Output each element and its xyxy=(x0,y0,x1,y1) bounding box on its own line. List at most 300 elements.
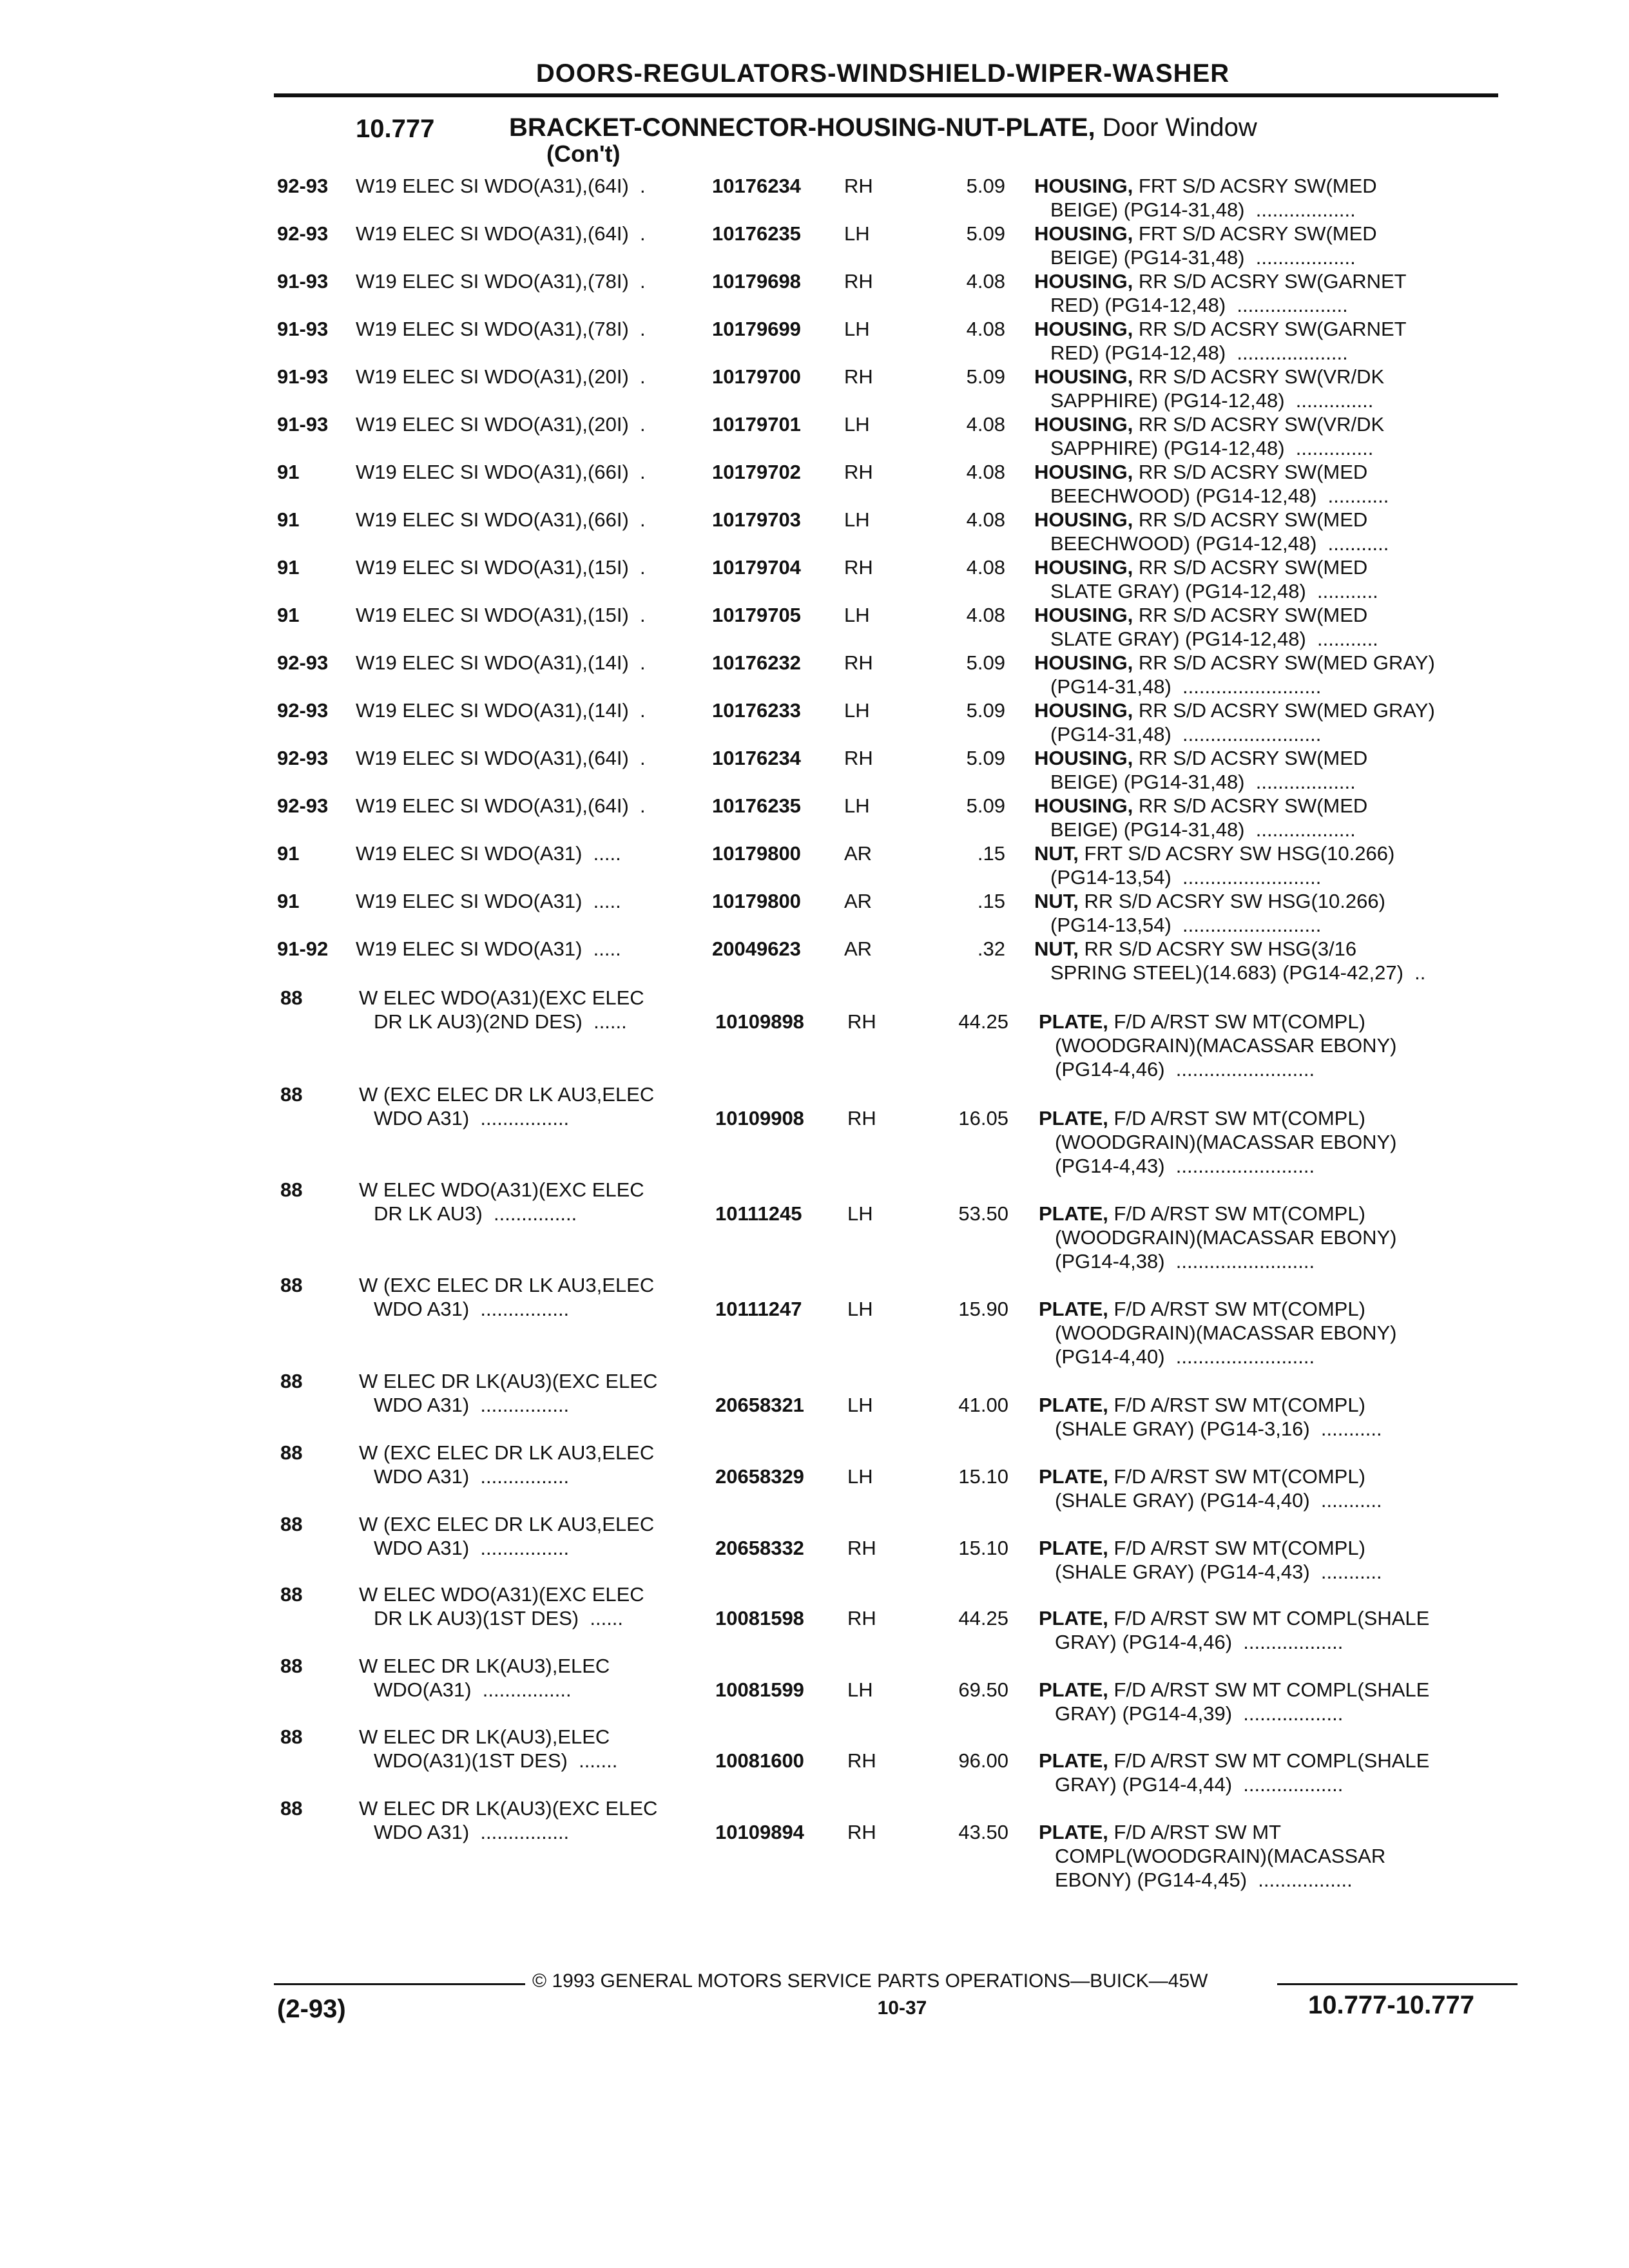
section-title xyxy=(509,113,1257,142)
description xyxy=(1039,1010,1365,1033)
description-continued: SAPPHIRE) (PG14-12,48) .............. xyxy=(1050,389,1374,412)
usage-code: W19 ELEC SI WDO(A31),(66I) . xyxy=(356,461,646,483)
usage-code: W ELEC WDO(A31)(EXC ELEC xyxy=(359,1583,644,1606)
price: 5.09 xyxy=(966,222,1005,245)
part-number: 10109894 xyxy=(715,1821,804,1843)
usage-code: W19 ELEC SI WDO(A31),(64I) . xyxy=(356,747,646,769)
description-continued: (PG14-13,54) ......................... xyxy=(1050,914,1322,936)
description-key: HOUSING, xyxy=(1034,747,1133,769)
usage-code: W19 ELEC SI WDO(A31),(14I) . xyxy=(356,699,646,722)
side-code: LH xyxy=(844,604,870,626)
table-row xyxy=(0,222,1629,269)
usage-code: W ELEC DR LK(AU3),ELEC xyxy=(359,1655,610,1677)
description-text: FRT S/D ACSRY SW(MED xyxy=(1133,222,1377,245)
description-text: F/D A/RST SW MT xyxy=(1108,1821,1282,1843)
usage-code-continued: WDO(A31) ................ xyxy=(374,1678,572,1701)
usage-code: W ELEC DR LK(AU3)(EXC ELEC xyxy=(359,1797,658,1820)
price: 5.09 xyxy=(966,175,1005,197)
price: 4.08 xyxy=(966,461,1005,483)
model-year: 91 xyxy=(277,556,300,579)
description-continued: (PG14-4,43) ......................... xyxy=(1055,1155,1315,1177)
table-row xyxy=(0,317,1629,365)
description xyxy=(1034,698,1435,722)
side-code: RH xyxy=(847,1607,876,1629)
description-continued: BEIGE) (PG14-31,48) .................. xyxy=(1050,246,1356,269)
model-year: 88 xyxy=(280,1178,303,1201)
side-code: AR xyxy=(844,937,872,960)
model-year: 91-93 xyxy=(277,318,329,340)
model-year: 92-93 xyxy=(277,651,329,674)
part-number: 10176232 xyxy=(712,651,801,674)
usage-code-continued: WDO A31) ................ xyxy=(374,1394,570,1416)
model-year: 91 xyxy=(277,890,300,912)
description-continued: (WOODGRAIN)(MACASSAR EBONY) xyxy=(1055,1131,1397,1153)
description-text: RR S/D ACSRY SW(MED GRAY) xyxy=(1133,699,1435,722)
description-text: F/D A/RST SW MT COMPL(SHALE xyxy=(1108,1607,1430,1629)
description-key: NUT, xyxy=(1034,842,1079,865)
side-code: RH xyxy=(844,175,873,197)
part-number: 20658321 xyxy=(715,1394,804,1416)
description-text: RR S/D ACSRY SW(GARNET xyxy=(1133,270,1407,293)
description xyxy=(1034,889,1385,913)
description xyxy=(1039,1606,1429,1630)
part-number: 10179698 xyxy=(712,270,801,293)
description-continued: SAPPHIRE) (PG14-12,48) .............. xyxy=(1050,437,1374,459)
description xyxy=(1039,1820,1281,1844)
usage-code: W ELEC DR LK(AU3)(EXC ELEC xyxy=(359,1370,658,1392)
usage-code: W19 ELEC SI WDO(A31),(20I) . xyxy=(356,365,646,388)
description-text: F/D A/RST SW MT(COMPL) xyxy=(1108,1202,1365,1225)
description-text: RR S/D ACSRY SW(MED GRAY) xyxy=(1133,651,1435,674)
description-continued: GRAY) (PG14-4,46) .................. xyxy=(1055,1631,1344,1653)
description-continued: GRAY) (PG14-4,44) .................. xyxy=(1055,1773,1344,1796)
description-continued: (PG14-4,46) ......................... xyxy=(1055,1058,1315,1081)
usage-code: W19 ELEC SI WDO(A31),(78I) . xyxy=(356,270,646,293)
description-continued: (WOODGRAIN)(MACASSAR EBONY) xyxy=(1055,1321,1397,1344)
description-continued: SLATE GRAY) (PG14-12,48) ........... xyxy=(1050,580,1378,602)
table-row xyxy=(0,1178,1629,1273)
usage-code: W (EXC ELEC DR LK AU3,ELEC xyxy=(359,1513,655,1535)
description xyxy=(1039,1678,1429,1702)
description xyxy=(1034,269,1407,293)
usage-code: W19 ELEC SI WDO(A31),(78I) . xyxy=(356,318,646,340)
part-number: 20658332 xyxy=(715,1537,804,1559)
model-year: 88 xyxy=(280,986,303,1009)
description-text: RR S/D ACSRY SW(GARNET xyxy=(1133,318,1407,340)
side-code: RH xyxy=(844,651,873,674)
model-year: 91-93 xyxy=(277,270,329,293)
description-key: PLATE, xyxy=(1039,1821,1108,1843)
price: 5.09 xyxy=(966,747,1005,769)
description-continued: (PG14-4,38) ......................... xyxy=(1055,1250,1315,1273)
description-continued: (PG14-31,48) ......................... xyxy=(1050,723,1322,745)
description-text: FRT S/D ACSRY SW(MED xyxy=(1133,175,1377,197)
description-continued: (PG14-31,48) ......................... xyxy=(1050,675,1322,698)
part-number: 10109898 xyxy=(715,1010,804,1033)
description-continued: (WOODGRAIN)(MACASSAR EBONY) xyxy=(1055,1226,1397,1249)
part-number: 10176233 xyxy=(712,699,801,722)
usage-code: W19 ELEC SI WDO(A31) ..... xyxy=(356,937,621,960)
section-title-sub: Door Window xyxy=(1102,113,1257,142)
part-number: 10179800 xyxy=(712,890,801,912)
table-row xyxy=(0,986,1629,1081)
price: 4.08 xyxy=(966,508,1005,531)
model-year: 91 xyxy=(277,461,300,483)
description-key: HOUSING, xyxy=(1034,318,1133,340)
description xyxy=(1034,937,1356,961)
model-year: 91 xyxy=(277,508,300,531)
side-code: LH xyxy=(847,1298,873,1320)
section-continued: (Con't) xyxy=(546,140,621,167)
part-number: 10179705 xyxy=(712,604,801,626)
description-text: F/D A/RST SW MT(COMPL) xyxy=(1108,1010,1365,1033)
description-key: NUT, xyxy=(1034,937,1079,960)
description-text: RR S/D ACSRY SW(MED xyxy=(1133,604,1368,626)
table-row xyxy=(0,698,1629,746)
part-number: 10176234 xyxy=(712,175,801,197)
description-continued: (WOODGRAIN)(MACASSAR EBONY) xyxy=(1055,1034,1397,1057)
description-key: HOUSING, xyxy=(1034,508,1133,531)
model-year: 91 xyxy=(277,842,300,865)
part-number: 10111245 xyxy=(715,1202,802,1225)
description-text: F/D A/RST SW MT(COMPL) xyxy=(1108,1465,1365,1488)
table-row xyxy=(0,269,1629,317)
description-continued: BEECHWOOD) (PG14-12,48) ........... xyxy=(1050,485,1389,507)
description-key: HOUSING, xyxy=(1034,175,1133,197)
description-continued: SPRING STEEL)(14.683) (PG14-42,27) .. xyxy=(1050,961,1426,984)
footer-section-range: 10.777-10.777 xyxy=(1308,1991,1475,2019)
table-row xyxy=(0,460,1629,508)
description-key: PLATE, xyxy=(1039,1202,1108,1225)
price: 53.50 xyxy=(958,1202,1008,1225)
price: 4.08 xyxy=(966,413,1005,436)
description-continued: EBONY) (PG14-4,45) ................. xyxy=(1055,1869,1353,1891)
side-code: RH xyxy=(844,461,873,483)
description-continued: GRAY) (PG14-4,39) .................. xyxy=(1055,1702,1344,1725)
price: 4.08 xyxy=(966,556,1005,579)
description-key: PLATE, xyxy=(1039,1298,1108,1320)
table-row xyxy=(0,555,1629,603)
description-continued: (PG14-4,40) ......................... xyxy=(1055,1345,1315,1368)
usage-code: W19 ELEC SI WDO(A31),(64I) . xyxy=(356,175,646,197)
description xyxy=(1034,508,1367,532)
description xyxy=(1039,1297,1365,1321)
usage-code-continued: DR LK AU3) ............... xyxy=(374,1202,577,1225)
description-continued: (SHALE GRAY) (PG14-3,16) ........... xyxy=(1055,1418,1382,1440)
price: 4.08 xyxy=(966,604,1005,626)
side-code: AR xyxy=(844,890,872,912)
description-continued: BEECHWOOD) (PG14-12,48) ........... xyxy=(1050,532,1389,555)
description-key: HOUSING, xyxy=(1034,461,1133,483)
description-key: PLATE, xyxy=(1039,1678,1108,1701)
description-continued: RED) (PG14-12,48) .................... xyxy=(1050,294,1348,316)
model-year: 88 xyxy=(280,1083,303,1106)
model-year: 92-93 xyxy=(277,699,329,722)
price: 96.00 xyxy=(958,1749,1008,1772)
usage-code-continued: WDO A31) ................ xyxy=(374,1465,570,1488)
price: 41.00 xyxy=(958,1394,1008,1416)
description-continued: (PG14-13,54) ......................... xyxy=(1050,866,1322,889)
description-text: F/D A/RST SW MT COMPL(SHALE xyxy=(1108,1678,1430,1701)
description-continued: (SHALE GRAY) (PG14-4,43) ........... xyxy=(1055,1561,1382,1583)
price: 69.50 xyxy=(958,1678,1008,1701)
footer-page-number: 10-37 xyxy=(877,1997,927,2019)
description xyxy=(1034,365,1384,389)
description xyxy=(1034,555,1367,579)
description-text: F/D A/RST SW MT(COMPL) xyxy=(1108,1394,1365,1416)
part-number: 10179700 xyxy=(712,365,801,388)
side-code: RH xyxy=(847,1821,876,1843)
description-continued: BEIGE) (PG14-31,48) .................. xyxy=(1050,771,1356,793)
usage-code-continued: WDO(A31)(1ST DES) ....... xyxy=(374,1749,618,1772)
table-row xyxy=(0,1796,1629,1891)
price: 43.50 xyxy=(958,1821,1008,1843)
description-text: RR S/D ACSRY SW(MED xyxy=(1133,556,1368,579)
description-key: HOUSING, xyxy=(1034,270,1133,293)
price: .15 xyxy=(977,890,1005,912)
side-code: LH xyxy=(847,1678,873,1701)
description-key: PLATE, xyxy=(1039,1537,1108,1559)
table-row xyxy=(0,651,1629,698)
usage-code: W ELEC DR LK(AU3),ELEC xyxy=(359,1725,610,1748)
usage-code: W (EXC ELEC DR LK AU3,ELEC xyxy=(359,1441,655,1464)
description-key: HOUSING, xyxy=(1034,604,1133,626)
description-text: RR S/D ACSRY SW(VR/DK xyxy=(1133,413,1385,436)
description-continued: (SHALE GRAY) (PG14-4,40) ........... xyxy=(1055,1489,1382,1512)
price: 4.08 xyxy=(966,318,1005,340)
side-code: LH xyxy=(847,1465,873,1488)
description-text: F/D A/RST SW MT(COMPL) xyxy=(1108,1107,1365,1129)
description-key: PLATE, xyxy=(1039,1465,1108,1488)
usage-code: W19 ELEC SI WDO(A31),(15I) . xyxy=(356,556,646,579)
part-number: 20658329 xyxy=(715,1465,804,1488)
model-year: 91 xyxy=(277,604,300,626)
model-year: 88 xyxy=(280,1370,303,1392)
side-code: LH xyxy=(847,1394,873,1416)
part-number: 10176235 xyxy=(712,794,801,817)
description-key: PLATE, xyxy=(1039,1394,1108,1416)
description-continued: RED) (PG14-12,48) .................... xyxy=(1050,341,1348,364)
model-year: 92-93 xyxy=(277,222,329,245)
usage-code: W19 ELEC SI WDO(A31),(20I) . xyxy=(356,413,646,436)
usage-code: W (EXC ELEC DR LK AU3,ELEC xyxy=(359,1083,655,1106)
description-key: PLATE, xyxy=(1039,1107,1108,1129)
model-year: 91-92 xyxy=(277,937,329,960)
part-number: 10109908 xyxy=(715,1107,804,1129)
part-number: 10179800 xyxy=(712,842,801,865)
description xyxy=(1039,1749,1429,1773)
description xyxy=(1034,746,1367,770)
description-key: PLATE, xyxy=(1039,1749,1108,1772)
section-title-main: BRACKET-CONNECTOR-HOUSING-NUT-PLATE, xyxy=(509,113,1095,142)
model-year: 88 xyxy=(280,1274,303,1296)
table-row xyxy=(0,746,1629,794)
description-text: RR S/D ACSRY SW(MED xyxy=(1133,794,1368,817)
description-key: NUT, xyxy=(1034,890,1079,912)
part-number: 10081598 xyxy=(715,1607,804,1629)
model-year: 88 xyxy=(280,1441,303,1464)
part-number: 10111247 xyxy=(715,1298,802,1320)
description-key: HOUSING, xyxy=(1034,651,1133,674)
section-number: 10.777 xyxy=(356,115,435,143)
table-row xyxy=(0,603,1629,651)
description-text: RR S/D ACSRY SW HSG(3/16 xyxy=(1078,937,1357,960)
part-number: 10179704 xyxy=(712,556,801,579)
description xyxy=(1034,794,1367,818)
description-key: HOUSING, xyxy=(1034,222,1133,245)
description-text: RR S/D ACSRY SW(MED xyxy=(1133,508,1368,531)
description-continued: COMPL(WOODGRAIN)(MACASSAR xyxy=(1055,1845,1386,1867)
side-code: RH xyxy=(844,270,873,293)
price: 44.25 xyxy=(958,1607,1008,1629)
table-row xyxy=(0,937,1629,985)
table-row xyxy=(0,508,1629,555)
model-year: 88 xyxy=(280,1797,303,1820)
price: 16.05 xyxy=(958,1107,1008,1129)
part-number: 10081600 xyxy=(715,1749,804,1772)
usage-code-continued: DR LK AU3)(2ND DES) ...... xyxy=(374,1010,627,1033)
table-row xyxy=(0,841,1629,889)
footer-copyright: © 1993 GENERAL MOTORS SERVICE PARTS OPERATIONS—BUICK—45W xyxy=(532,1970,1208,1992)
price: 4.08 xyxy=(966,270,1005,293)
price: 15.90 xyxy=(958,1298,1008,1320)
part-number: 10176234 xyxy=(712,747,801,769)
side-code: RH xyxy=(847,1010,876,1033)
side-code: LH xyxy=(844,794,870,817)
price: 15.10 xyxy=(958,1465,1008,1488)
side-code: RH xyxy=(844,747,873,769)
price: 15.10 xyxy=(958,1537,1008,1559)
usage-code: W19 ELEC SI WDO(A31),(64I) . xyxy=(356,222,646,245)
part-number: 10179701 xyxy=(712,413,801,436)
side-code: AR xyxy=(844,842,872,865)
usage-code: W19 ELEC SI WDO(A31) ..... xyxy=(356,890,621,912)
model-year: 92-93 xyxy=(277,794,329,817)
price: .32 xyxy=(977,937,1005,960)
description-key: HOUSING, xyxy=(1034,365,1133,388)
side-code: RH xyxy=(844,365,873,388)
description-text: RR S/D ACSRY SW(MED xyxy=(1133,461,1368,483)
usage-code: W (EXC ELEC DR LK AU3,ELEC xyxy=(359,1274,655,1296)
table-row xyxy=(0,794,1629,841)
description-key: HOUSING, xyxy=(1034,794,1133,817)
side-code: LH xyxy=(844,318,870,340)
price: .15 xyxy=(977,842,1005,865)
side-code: LH xyxy=(844,222,870,245)
model-year: 88 xyxy=(280,1655,303,1677)
model-year: 92-93 xyxy=(277,175,329,197)
part-number: 20049623 xyxy=(712,937,801,960)
usage-code: W19 ELEC SI WDO(A31),(15I) . xyxy=(356,604,646,626)
side-code: LH xyxy=(844,508,870,531)
price: 5.09 xyxy=(966,794,1005,817)
part-number: 10176235 xyxy=(712,222,801,245)
usage-code-continued: WDO A31) ................ xyxy=(374,1537,570,1559)
side-code: RH xyxy=(847,1537,876,1559)
description xyxy=(1034,841,1394,865)
description xyxy=(1034,651,1435,675)
description xyxy=(1034,222,1377,245)
model-year: 91-93 xyxy=(277,365,329,388)
side-code: LH xyxy=(847,1202,873,1225)
table-row xyxy=(0,412,1629,460)
footer-rule-right xyxy=(1277,1983,1518,1985)
description xyxy=(1034,317,1407,341)
usage-code-continued: DR LK AU3)(1ST DES) ...... xyxy=(374,1607,624,1629)
model-year: 91-93 xyxy=(277,413,329,436)
price: 5.09 xyxy=(966,699,1005,722)
model-year: 88 xyxy=(280,1583,303,1606)
usage-code-continued: WDO A31) ................ xyxy=(374,1298,570,1320)
table-row xyxy=(0,1273,1629,1368)
price: 5.09 xyxy=(966,365,1005,388)
description-continued: SLATE GRAY) (PG14-12,48) ........... xyxy=(1050,628,1378,650)
description xyxy=(1039,1465,1365,1488)
side-code: RH xyxy=(847,1107,876,1129)
side-code: RH xyxy=(847,1749,876,1772)
usage-code-continued: WDO A31) ................ xyxy=(374,1107,570,1129)
description-key: HOUSING, xyxy=(1034,699,1133,722)
table-row xyxy=(0,174,1629,222)
description xyxy=(1039,1106,1365,1130)
description xyxy=(1034,174,1377,198)
description-key: HOUSING, xyxy=(1034,413,1133,436)
description-text: F/D A/RST SW MT(COMPL) xyxy=(1108,1298,1365,1320)
side-code: RH xyxy=(844,556,873,579)
description-text: RR S/D ACSRY SW(VR/DK xyxy=(1133,365,1385,388)
price: 5.09 xyxy=(966,651,1005,674)
description-continued: BEIGE) (PG14-31,48) .................. xyxy=(1050,818,1356,841)
usage-code-continued: WDO A31) ................ xyxy=(374,1821,570,1843)
header-rule xyxy=(274,93,1498,97)
description-text: F/D A/RST SW MT(COMPL) xyxy=(1108,1537,1365,1559)
page-header-title: DOORS-REGULATORS-WINDSHIELD-WIPER-WASHER xyxy=(535,59,1230,88)
description-key: PLATE, xyxy=(1039,1010,1108,1033)
usage-code: W19 ELEC SI WDO(A31),(14I) . xyxy=(356,651,646,674)
description xyxy=(1034,460,1367,484)
side-code: LH xyxy=(844,699,870,722)
model-year: 88 xyxy=(280,1725,303,1748)
part-number: 10081599 xyxy=(715,1678,804,1701)
usage-code: W19 ELEC SI WDO(A31),(64I) . xyxy=(356,794,646,817)
part-number: 10179699 xyxy=(712,318,801,340)
usage-code: W19 ELEC SI WDO(A31),(66I) . xyxy=(356,508,646,531)
description-text: FRT S/D ACSRY SW HSG(10.266) xyxy=(1078,842,1395,865)
model-year: 92-93 xyxy=(277,747,329,769)
description xyxy=(1034,412,1384,436)
description-text: RR S/D ACSRY SW(MED xyxy=(1133,747,1368,769)
usage-code: W ELEC WDO(A31)(EXC ELEC xyxy=(359,1178,644,1201)
part-number: 10179702 xyxy=(712,461,801,483)
description-key: PLATE, xyxy=(1039,1607,1108,1629)
side-code: LH xyxy=(844,413,870,436)
description xyxy=(1039,1202,1365,1225)
usage-code: W19 ELEC SI WDO(A31) ..... xyxy=(356,842,621,865)
description-key: HOUSING, xyxy=(1034,556,1133,579)
table-row xyxy=(0,889,1629,937)
table-row xyxy=(0,1082,1629,1177)
price: 44.25 xyxy=(958,1010,1008,1033)
description xyxy=(1039,1536,1365,1560)
description-continued: BEIGE) (PG14-31,48) .................. xyxy=(1050,198,1356,221)
model-year: 88 xyxy=(280,1513,303,1535)
usage-code: W ELEC WDO(A31)(EXC ELEC xyxy=(359,986,644,1009)
footer-rule-left xyxy=(274,1983,525,1985)
table-row xyxy=(0,365,1629,412)
description-text: F/D A/RST SW MT COMPL(SHALE xyxy=(1108,1749,1430,1772)
description xyxy=(1039,1393,1365,1417)
description-text: RR S/D ACSRY SW HSG(10.266) xyxy=(1078,890,1385,912)
